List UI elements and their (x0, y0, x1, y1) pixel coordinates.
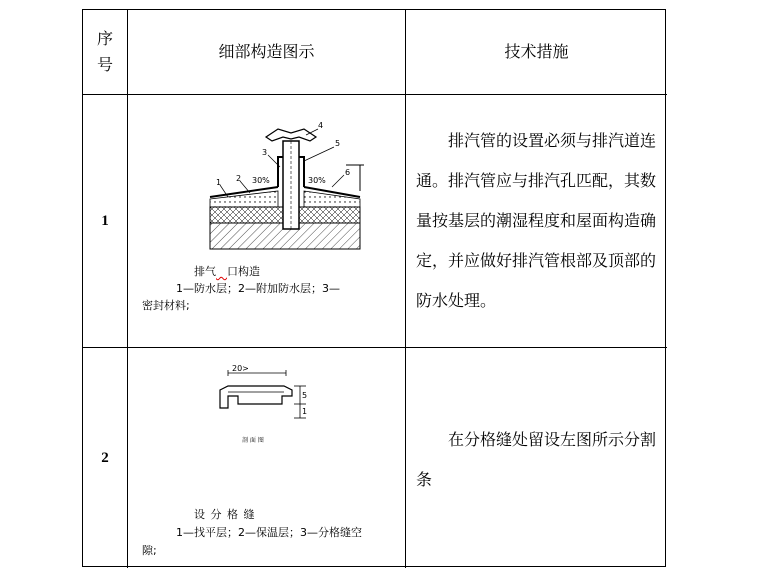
header-seq-line1: 序 (96, 29, 113, 48)
row1-number: 1 (101, 212, 109, 229)
row2-legend-line2: 隙; (142, 544, 157, 557)
row1-measures-text: 排汽管的设置必须与排汽道连通。排汽管应与排汽孔匹配，其数量按基层的潮湿程度和屋面构造确定，并应做好排汽管根部及顶部的防水处理。 (416, 131, 657, 310)
dimension-side-1: 5 (302, 391, 308, 400)
slope-label-right: 30% (308, 176, 326, 185)
pipe-cap (266, 129, 316, 141)
joint-strip-profile (220, 386, 292, 408)
screed-layer-right (304, 191, 360, 207)
slope-label-left: 30% (252, 176, 270, 185)
callout-5: 5 (335, 139, 341, 148)
section-label: 剖 面 图 (242, 437, 264, 444)
header-seq (97, 26, 113, 78)
leader-5 (304, 147, 334, 161)
row2-diagram-title: 设 分 格 缝 (194, 508, 256, 521)
dimension-top: 20> (232, 364, 249, 373)
row1-diagram-title-part2: 口构造 (227, 265, 260, 278)
row2-diagram-cell (128, 348, 406, 568)
row1-measures (416, 121, 659, 321)
callout-4: 4 (318, 121, 324, 130)
row2-measures-text: 在分格缝处留设左图所示分割条 (416, 430, 657, 489)
header-measures: 技术措施 (504, 42, 569, 61)
leader-6 (332, 175, 344, 187)
screed-layer (210, 191, 278, 207)
row1-legend-line2: 密封材料; (142, 299, 190, 312)
row1-legend-line1: 1—防水层；2—附加防水层；3— (176, 282, 340, 295)
callout-2: 2 (236, 174, 242, 183)
row1-diagram-title-part1: 排气 (194, 265, 216, 278)
header-detail-cell (128, 10, 406, 95)
header-seq-line2: 号 (96, 55, 113, 74)
header-detail: 细部构造图示 (218, 42, 315, 61)
vent-pipe (283, 141, 299, 229)
callout-3: 3 (262, 148, 268, 157)
row1-number-cell (83, 95, 128, 348)
row2-measures (416, 420, 659, 500)
header-measures-cell (406, 10, 667, 95)
row2-legend-line1: 1—找平层；2—保温层；3—分格缝空 (176, 526, 362, 539)
row2-number: 2 (101, 449, 109, 466)
callout-6: 6 (345, 168, 351, 177)
callout-1: 1 (216, 178, 222, 187)
row2-number-cell (83, 348, 128, 568)
detail-table (82, 9, 666, 567)
row1-diagram-title (194, 263, 260, 280)
dimension-side-2: 1 (302, 407, 308, 416)
header-seq-cell (83, 10, 128, 95)
row1-measures-cell (406, 95, 667, 348)
row2-measures-cell (406, 348, 667, 568)
row1-diagram-cell (128, 95, 406, 348)
squiggle-gap (216, 265, 227, 278)
